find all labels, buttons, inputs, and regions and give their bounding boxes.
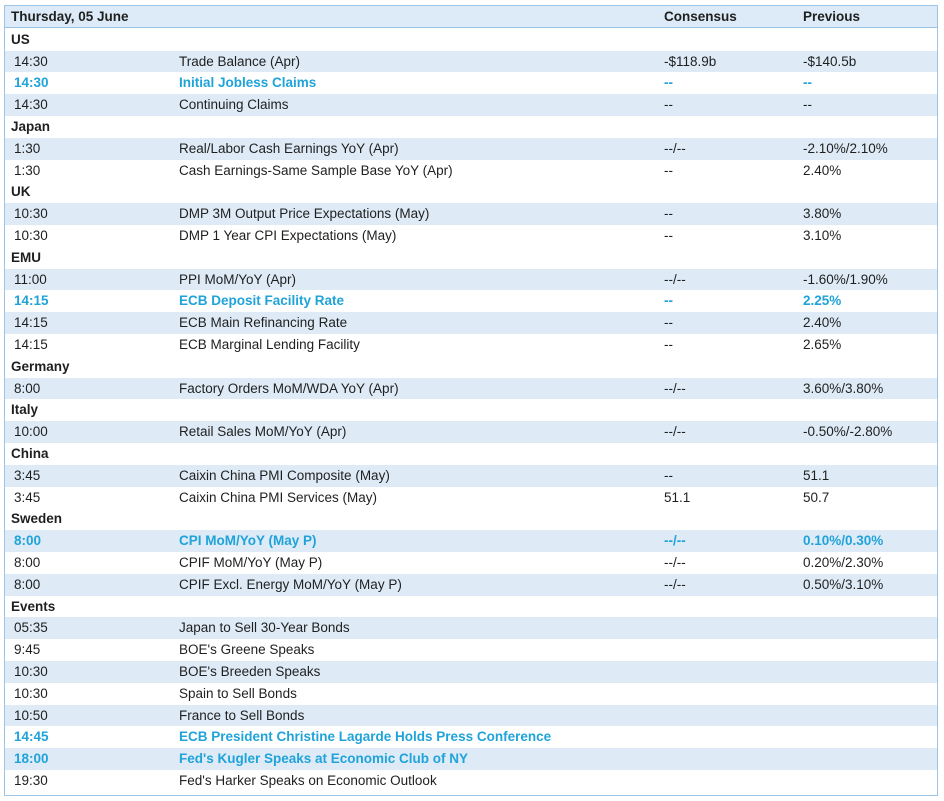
- row-consensus: --: [664, 293, 673, 309]
- row-event: ECB President Christine Lagarde Holds Press Conference: [179, 729, 552, 745]
- row-previous: 50.7: [803, 489, 830, 505]
- row-time: 3:45: [14, 489, 41, 505]
- row-time: 14:45: [14, 729, 49, 745]
- row-time: 10:30: [14, 685, 48, 701]
- section-title: Italy: [11, 402, 39, 418]
- header-date: Thursday, 05 June: [11, 9, 129, 24]
- table-row: [5, 574, 937, 596]
- row-consensus: -$118.9b: [664, 53, 717, 69]
- row-time: 8:00: [14, 380, 41, 396]
- row-event: France to Sell Bonds: [179, 707, 305, 723]
- row-event: BOE's Breeden Speaks: [179, 664, 321, 679]
- table-row: [5, 160, 937, 182]
- section-title: China: [11, 446, 49, 461]
- table-row: [5, 72, 937, 94]
- row-time: 1:30: [14, 162, 41, 178]
- table-row: [5, 683, 937, 705]
- row-consensus: --/--: [664, 576, 686, 592]
- row-consensus: --/--: [664, 533, 686, 549]
- row-previous: 3.10%: [803, 228, 842, 243]
- row-event: DMP 3M Output Price Expectations (May): [179, 206, 430, 222]
- row-time: 11:00: [14, 271, 47, 287]
- row-event: PPI MoM/YoY (Apr): [179, 271, 297, 287]
- row-previous: -1.60%/1.90%: [803, 271, 888, 287]
- row-previous: --: [803, 97, 812, 113]
- table-row: [5, 51, 937, 73]
- row-event: Real/Labor Cash Earnings YoY (Apr): [179, 140, 399, 156]
- header-consensus: Consensus: [664, 9, 737, 24]
- row-time: 10:00: [14, 424, 48, 440]
- row-time: 9:45: [14, 642, 41, 658]
- section-title: Germany: [11, 358, 70, 374]
- table-row: [5, 487, 937, 509]
- section-title: US: [11, 31, 30, 47]
- table-row: [5, 378, 937, 400]
- row-event: BOE's Greene Speaks: [179, 642, 315, 658]
- row-time: 8:00: [14, 533, 42, 549]
- table-row: [5, 770, 937, 792]
- row-time: 19:30: [14, 773, 48, 788]
- row-event: Fed's Kugler Speaks at Economic Club of NY: [179, 751, 469, 767]
- row-previous: 3.60%/3.80%: [803, 380, 884, 396]
- table-row: [5, 290, 937, 312]
- table-row: [5, 312, 937, 334]
- table-row: [5, 748, 937, 770]
- row-previous: 0.50%/3.10%: [803, 576, 884, 592]
- row-time: 10:30: [14, 228, 48, 243]
- row-previous: --: [803, 75, 812, 91]
- row-consensus: --: [664, 206, 673, 222]
- row-consensus: --: [664, 228, 673, 243]
- section-header: [5, 29, 937, 51]
- row-event: CPI MoM/YoY (May P): [179, 533, 317, 549]
- row-time: 1:30: [14, 140, 41, 156]
- row-previous: 51.1: [803, 467, 830, 483]
- table-row: [5, 421, 937, 443]
- section-header: [5, 399, 937, 421]
- row-event: Cash Earnings-Same Sample Base YoY (Apr): [179, 162, 453, 178]
- row-consensus: --/--: [664, 424, 686, 440]
- row-time: 05:35: [14, 620, 48, 636]
- table-row: [5, 465, 937, 487]
- row-event: Trade Balance (Apr): [179, 53, 301, 69]
- row-previous: 2.25%: [803, 293, 842, 309]
- table-row: [5, 705, 937, 727]
- section-header: [5, 443, 937, 465]
- row-event: Spain to Sell Bonds: [179, 685, 297, 701]
- row-previous: -0.50%/-2.80%: [803, 424, 893, 440]
- section-header: [5, 247, 937, 269]
- table-row: [5, 203, 937, 225]
- table-row: [5, 639, 937, 661]
- row-time: 14:30: [14, 97, 48, 113]
- section-title: Japan: [11, 119, 51, 134]
- table-row: [5, 94, 937, 116]
- section-title: EMU: [11, 249, 41, 265]
- row-previous: 2.40%: [803, 162, 842, 178]
- row-time: 14:30: [14, 53, 48, 69]
- row-event: Continuing Claims: [179, 97, 289, 113]
- row-previous: -2.10%/2.10%: [803, 140, 888, 156]
- row-consensus: --/--: [664, 380, 686, 396]
- row-previous: 0.10%/0.30%: [803, 533, 884, 549]
- table-row: [5, 269, 937, 291]
- table-row: [5, 225, 937, 247]
- table-row: [5, 138, 937, 160]
- row-previous: 3.80%: [803, 206, 842, 222]
- table-row: [5, 617, 937, 639]
- row-event: ECB Main Refinancing Rate: [179, 315, 348, 331]
- row-event: CPIF Excl. Energy MoM/YoY (May P): [179, 576, 402, 592]
- row-time: 10:30: [14, 206, 48, 222]
- row-consensus: --/--: [664, 271, 686, 287]
- row-consensus: --: [664, 75, 673, 91]
- row-time: 18:00: [14, 751, 49, 767]
- table-row: [5, 726, 937, 748]
- section-title: UK: [11, 184, 31, 200]
- header-previous: Previous: [803, 9, 861, 24]
- row-time: 8:00: [14, 555, 41, 570]
- row-event: ECB Marginal Lending Facility: [179, 337, 360, 352]
- section-header: [5, 508, 937, 530]
- row-event: DMP 1 Year CPI Expectations (May): [179, 228, 397, 243]
- row-time: 10:50: [14, 707, 48, 723]
- row-time: 14:15: [14, 337, 48, 352]
- row-consensus: --: [664, 162, 673, 178]
- section-header: [5, 356, 937, 378]
- row-event: Fed's Harker Speaks on Economic Outlook: [179, 773, 437, 788]
- row-event: Factory Orders MoM/WDA YoY (Apr): [179, 380, 399, 396]
- row-previous: 2.65%: [803, 337, 842, 352]
- row-time: 8:00: [14, 576, 41, 592]
- economic-calendar-table: [4, 5, 938, 796]
- row-event: Caixin China PMI Composite (May): [179, 467, 390, 483]
- row-consensus: --/--: [664, 140, 686, 156]
- section-header: [5, 181, 937, 203]
- row-previous: 0.20%/2.30%: [803, 555, 884, 570]
- row-consensus: --: [664, 97, 673, 113]
- row-event: Japan to Sell 30-Year Bonds: [179, 620, 350, 636]
- row-event: CPIF MoM/YoY (May P): [179, 555, 323, 570]
- row-consensus: --: [664, 337, 673, 352]
- row-event: Caixin China PMI Services (May): [179, 489, 378, 505]
- table-row: [5, 661, 937, 683]
- row-time: 14:15: [14, 293, 49, 309]
- section-header: [5, 596, 937, 618]
- row-consensus: --/--: [664, 555, 686, 570]
- table-row: [5, 530, 937, 552]
- row-consensus: --: [664, 315, 673, 331]
- row-previous: -$140.5b: [803, 53, 857, 69]
- row-time: 14:30: [14, 75, 49, 91]
- table-header: [5, 6, 937, 28]
- row-consensus: 51.1: [664, 489, 691, 505]
- row-time: 14:15: [14, 315, 48, 331]
- row-consensus: --: [664, 467, 673, 483]
- section-header: [5, 116, 937, 138]
- row-time: 10:30: [14, 664, 48, 679]
- row-previous: 2.40%: [803, 315, 842, 331]
- table-row: [5, 552, 937, 574]
- section-title: Sweden: [11, 511, 63, 527]
- row-event: Retail Sales MoM/YoY (Apr): [179, 424, 347, 440]
- row-event: Initial Jobless Claims: [179, 75, 317, 91]
- section-title: Events: [11, 598, 56, 614]
- row-event: ECB Deposit Facility Rate: [179, 293, 345, 309]
- row-time: 3:45: [14, 467, 41, 483]
- table-row: [5, 334, 937, 356]
